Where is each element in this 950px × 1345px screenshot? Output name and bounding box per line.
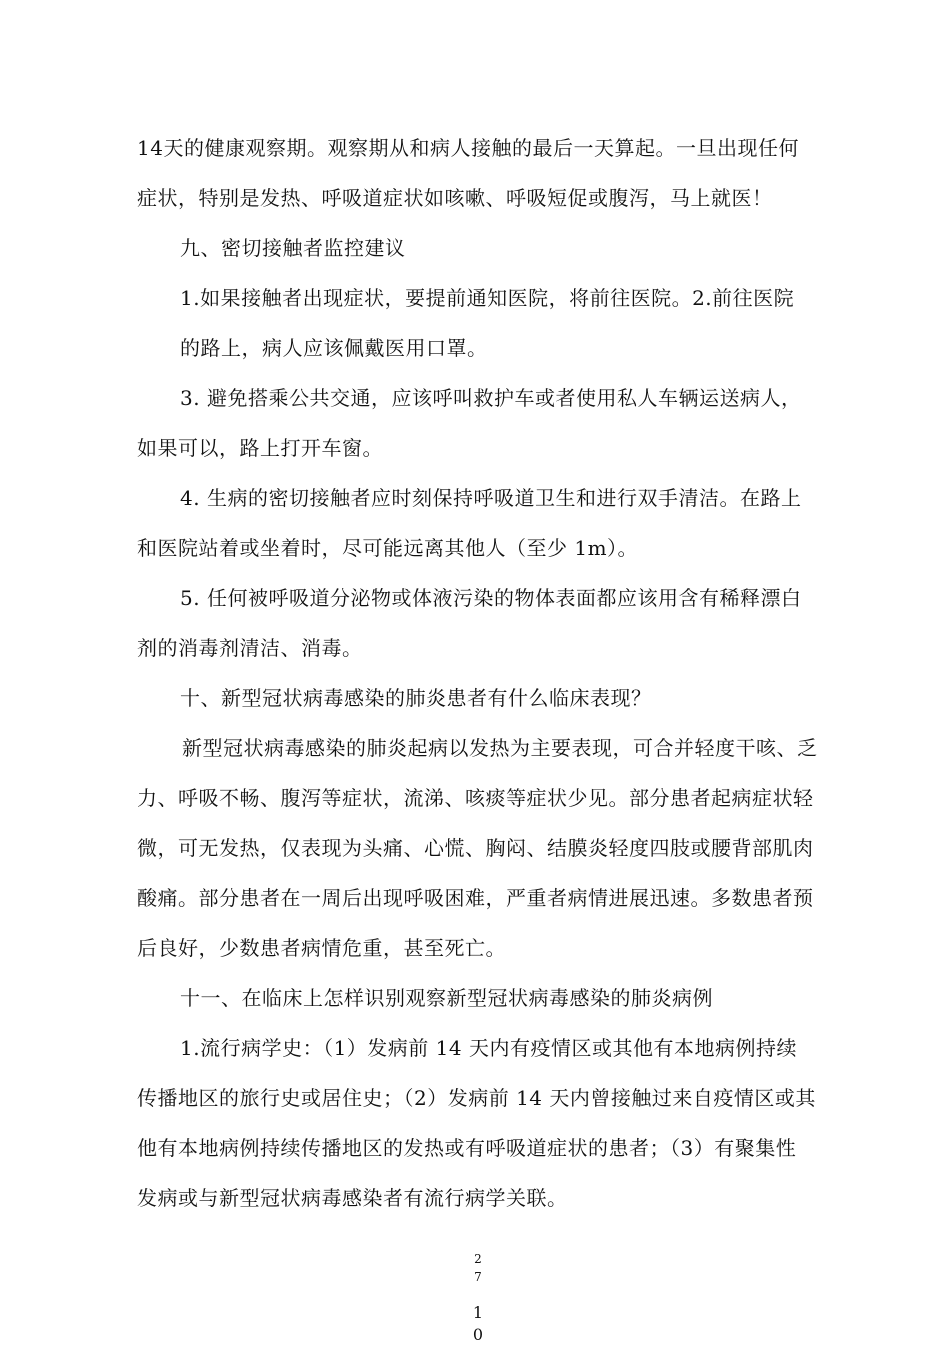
text-line: 1.流行病学史：（1）发病前 14 天内有疫情区或其他有本地病例持续 — [180, 1036, 797, 1060]
text-line: 5. 任何被呼吸道分泌物或体液污染的物体表面都应该用含有稀释漂白 — [180, 586, 802, 610]
section-heading: 九、密切接触者监控建议 — [180, 236, 406, 260]
text-line: 传播地区的旅行史或居住史；（2）发病前 14 天内曾接触过来自疫情区或其 — [137, 1086, 816, 1110]
page-number-digit: 7 — [474, 1270, 482, 1284]
text-line: 如果可以，路上打开车窗。 — [137, 436, 383, 460]
text-line: 剂的消毒剂清洁、消毒。 — [137, 636, 363, 660]
text-line: 症状，特别是发热、呼吸道症状如咳嗽、呼吸短促或腹泻，马上就医！ — [137, 186, 773, 210]
section-heading: 十、新型冠状病毒感染的肺炎患者有什么临床表现？ — [180, 686, 652, 710]
text-line: 1.如果接触者出现症状，要提前通知医院，将前往医院。2.前往医院 — [180, 286, 795, 310]
text-line: 4. 生病的密切接触者应时刻保持呼吸道卫生和进行双手清洁。在路上 — [180, 486, 802, 510]
text-line: 新型冠状病毒感染的肺炎起病以发热为主要表现，可合并轻度干咳、乏 — [182, 736, 818, 760]
text-line: 后良好，少数患者病情危重，甚至死亡。 — [137, 936, 506, 960]
page-number-digit: 1 — [472, 1303, 484, 1322]
text-line: 力、呼吸不畅、腹泻等症状，流涕、咳痰等症状少见。部分患者起病症状轻 — [137, 786, 814, 810]
text-line: 酸痛。部分患者在一周后出现呼吸困难，严重者病情进展迅速。多数患者预 — [137, 886, 814, 910]
page-number-digit: 0 — [472, 1325, 484, 1344]
text-line: 14天的健康观察期。观察期从和病人接触的最后一天算起。一旦出现任何 — [137, 136, 799, 160]
text-line: 微，可无发热，仅表现为头痛、心慌、胸闷、结膜炎轻度四肢或腰背部肌肉 — [137, 836, 814, 860]
page-number-digit: 2 — [474, 1252, 482, 1266]
text-line: 他有本地病例持续传播地区的发热或有呼吸道症状的患者；（3）有聚集性 — [137, 1136, 797, 1160]
text-line: 的路上，病人应该佩戴医用口罩。 — [180, 336, 488, 360]
text-line: 发病或与新型冠状病毒感染者有流行病学关联。 — [137, 1186, 568, 1210]
text-line: 3. 避免搭乘公共交通，应该呼叫救护车或者使用私人车辆运送病人， — [180, 386, 802, 410]
section-heading: 十一、在临床上怎样识别观察新型冠状病毒感染的肺炎病例 — [180, 986, 713, 1010]
text-line: 和医院站着或坐着时，尽可能远离其他人（至少 1m）。 — [137, 536, 639, 560]
